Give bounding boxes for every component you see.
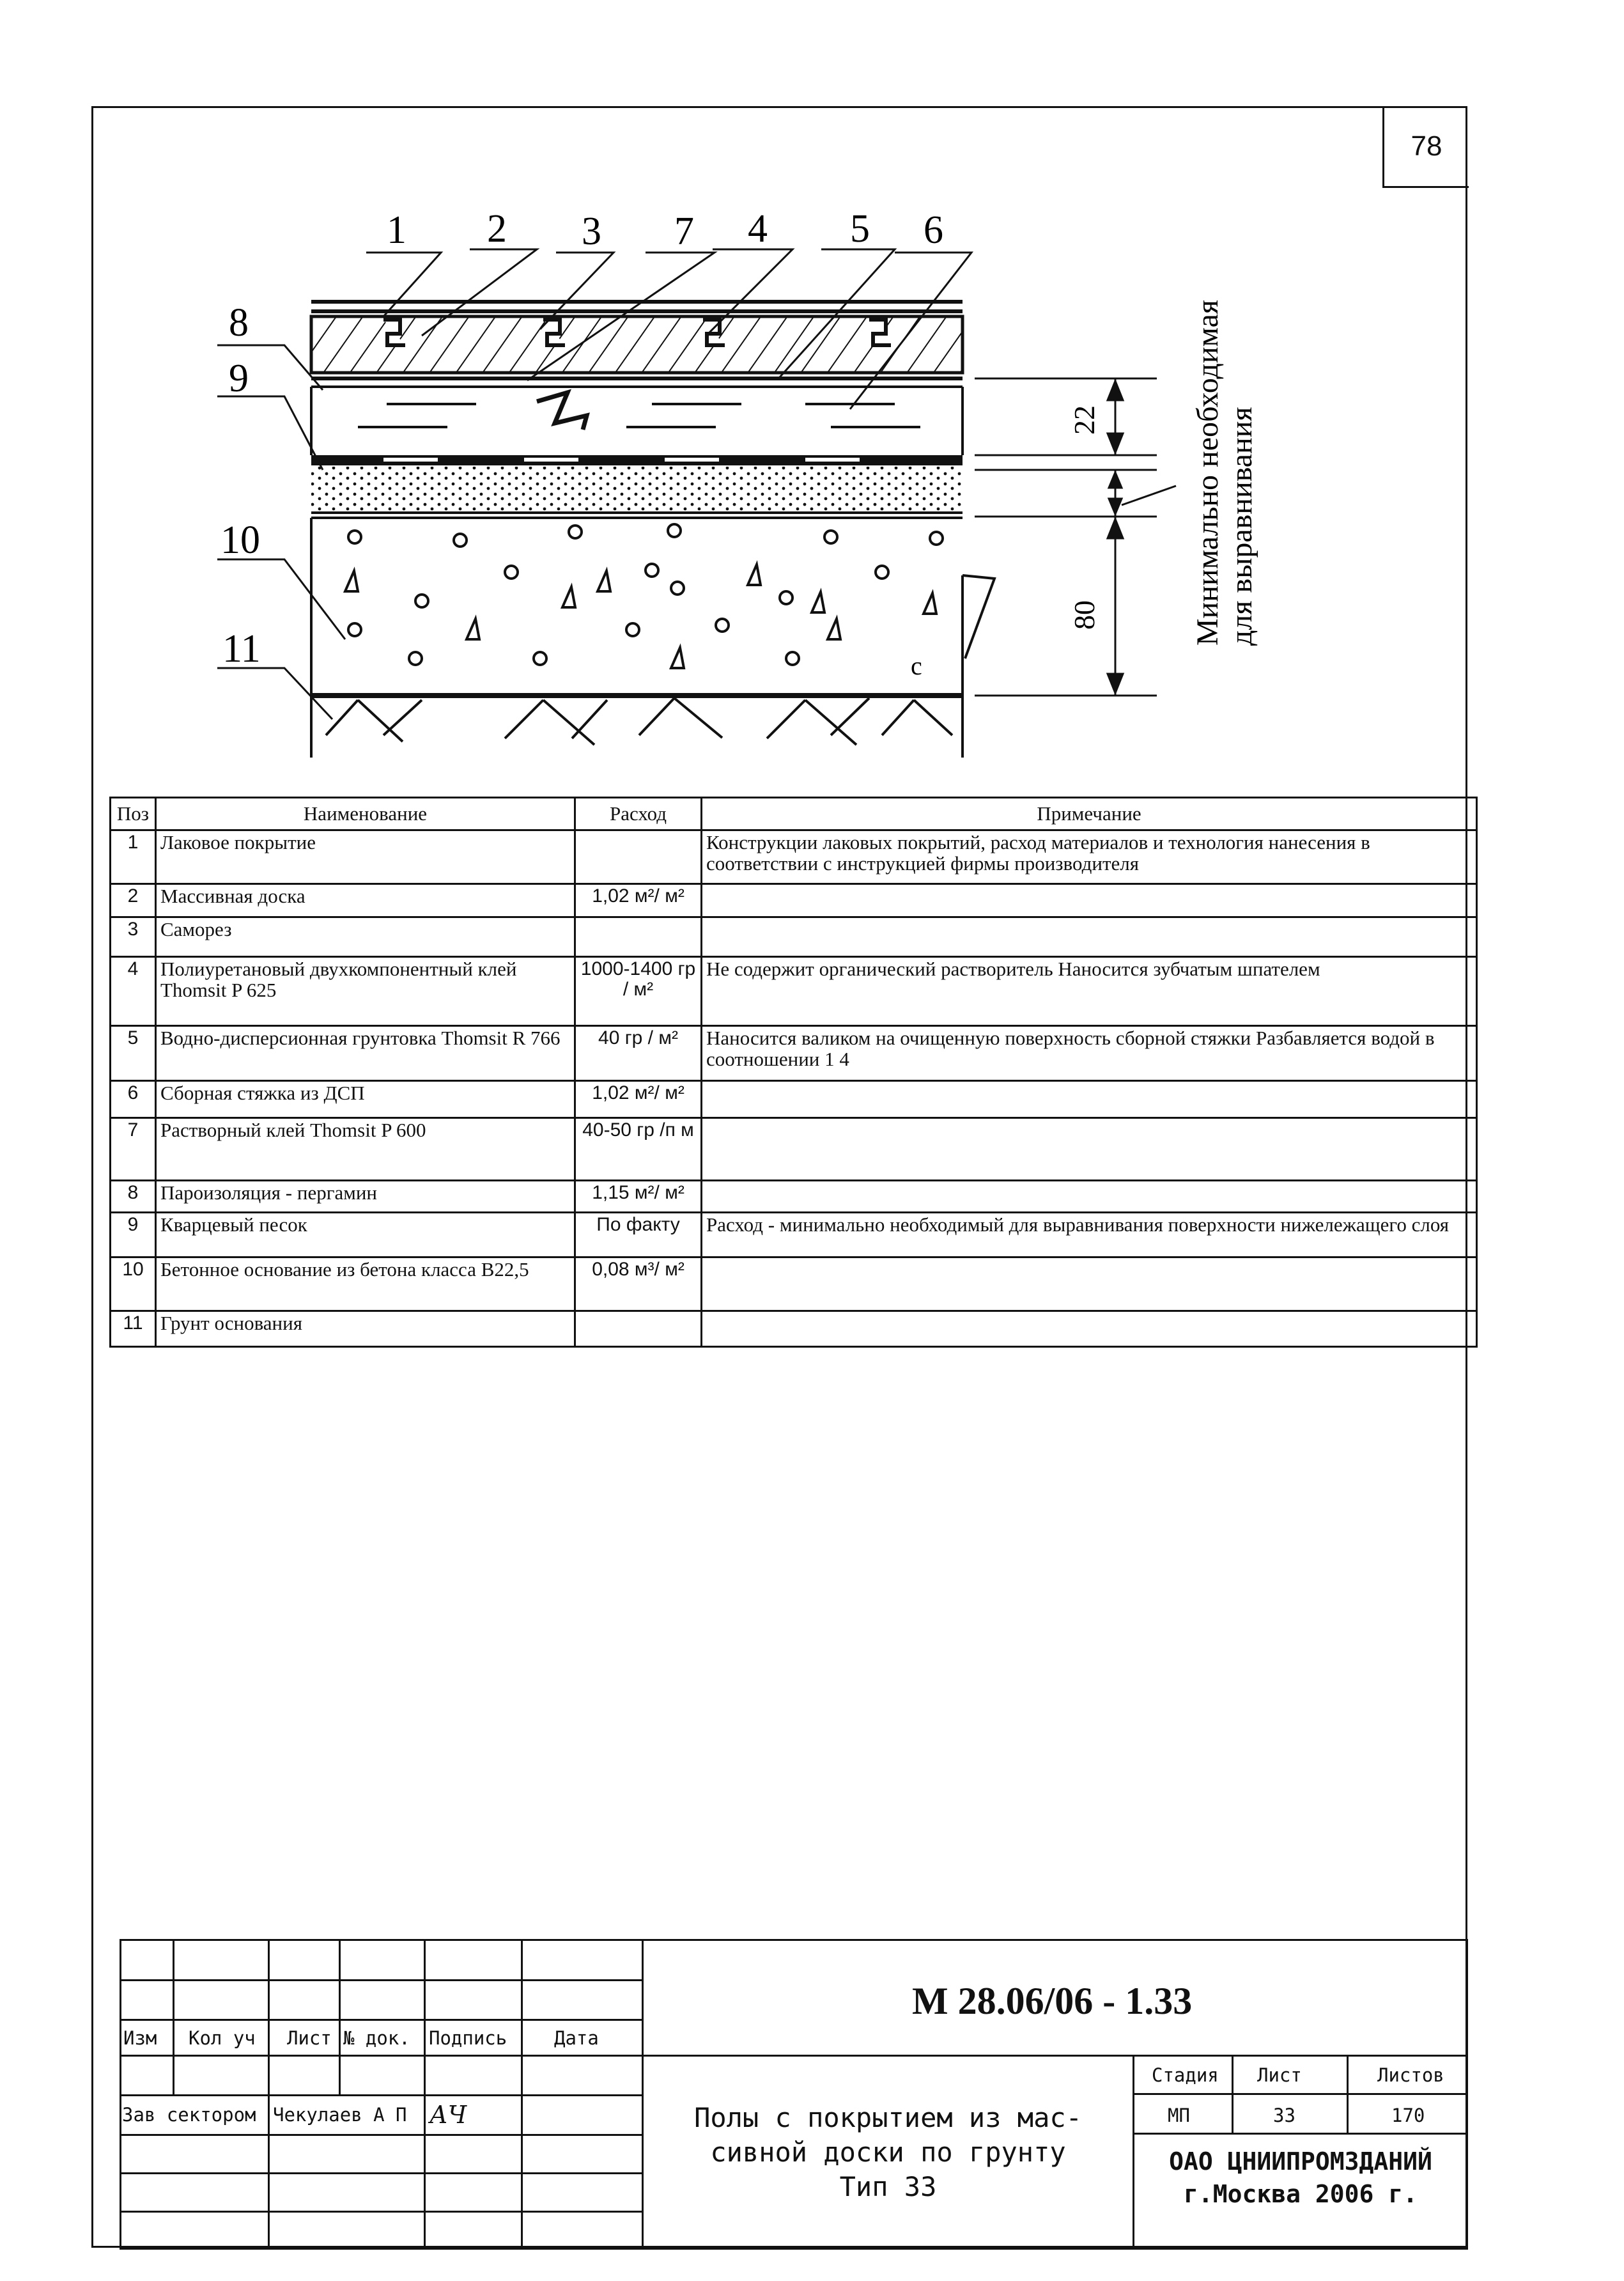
table-row: 1 Лаковое покрытие Конструкции лаковых покрытий, расход материалов и технология нанесения в соответствии с инструкцией фирмы производителя — [111, 830, 1477, 884]
soil-hatching — [311, 696, 963, 758]
table-row: 4 Полиуретановый двухкомпонентный клей Thomsit P 625 1000-1400 гр / м² Не содержит органический растворитель Наносится зубчатым шпателем — [111, 957, 1477, 1026]
table-row: 8 Пароизоляция - пергамин 1,15 м²/ м² — [111, 1181, 1477, 1213]
sheets-label: Листов — [1377, 2064, 1444, 2086]
header-consumption: Расход — [575, 798, 702, 830]
table-row: 9 Кварцевый песок По факту Расход - минимально необходимый для выравнивания поверхности нижележащего слоя — [111, 1213, 1477, 1257]
document-code: М 28.06/06 - 1.33 — [912, 1980, 1193, 2022]
dim-80: 80 — [1068, 600, 1101, 630]
signature: АЧ — [429, 2101, 467, 2129]
col-doc-no: № док. — [343, 2027, 410, 2049]
sheet-value: 33 — [1273, 2105, 1295, 2126]
table-row: 10 Бетонное основание из бетона класса B22,5 0,08 м³/ м² — [111, 1257, 1477, 1311]
header-pos: Поз — [111, 798, 156, 830]
drawing-title: Полы с покрытием из мас- сивной доски по грунту Тип 33 — [694, 2102, 1082, 2202]
sheet-number: 78 — [1382, 106, 1469, 188]
massive-board-layer — [311, 316, 963, 373]
table-row: 6 Сборная стяжка из ДСП 1,02 м²/ м² — [111, 1081, 1477, 1118]
table-row: 3 Саморез — [111, 917, 1477, 957]
organization: ОАО ЦНИИПРОМЗДАНИЙ г.Москва 2006 г. — [1169, 2147, 1432, 2209]
sheet-label: Лист — [1257, 2064, 1302, 2086]
dsp-dashes — [358, 404, 920, 427]
header-name: Наименование — [156, 798, 575, 830]
header-note: Примечание — [702, 798, 1477, 830]
sheets-value: 170 — [1391, 2105, 1425, 2126]
concrete-base-outline — [311, 518, 994, 696]
col-date: Дата — [554, 2027, 599, 2049]
floor-section-drawing — [0, 0, 1624, 793]
svg-text:9: 9 — [229, 357, 249, 400]
role-head-of-sector: Зав сектором — [122, 2104, 256, 2126]
concrete-aggregate — [345, 524, 943, 668]
col-izm: Изм — [123, 2027, 157, 2049]
person-name: Чекулаев А П — [273, 2104, 407, 2126]
svg-text:8: 8 — [229, 301, 249, 345]
col-list: Лист — [287, 2027, 332, 2049]
leveling-note-line1: Минимально необходимая — [1191, 300, 1225, 646]
svg-text:10: 10 — [220, 518, 260, 562]
svg-text:1: 1 — [387, 208, 406, 252]
table-row: 11 Грунт основания — [111, 1311, 1477, 1347]
screw-zigzag — [537, 393, 587, 430]
table-row: 5 Водно-дисперсионная грунтовка Thomsit R 766 40 гр / м² Наносится валиком на очищенную поверхность сборной стяжки Разбавляется водой в соотношении 1 4 — [111, 1026, 1477, 1081]
dim-22: 22 — [1068, 405, 1101, 435]
table-row: 7 Растворный клей Thomsit P 600 40-50 гр /п м — [111, 1118, 1477, 1181]
leveling-note-line2: для выравнивания — [1225, 407, 1258, 646]
title-block — [120, 1939, 1468, 2248]
svg-text:5: 5 — [850, 207, 870, 251]
table-header-row — [111, 798, 1477, 830]
svg-text:11: 11 — [222, 627, 261, 671]
callout-numbers — [220, 207, 943, 671]
svg-text:4: 4 — [748, 207, 768, 251]
svg-text:7: 7 — [674, 210, 694, 253]
svg-text:3: 3 — [582, 210, 601, 253]
concrete-letter-c: с — [911, 651, 922, 680]
col-kol-uch: Кол уч — [189, 2027, 256, 2049]
quartz-sand-layer — [311, 467, 963, 513]
stage-value: МП — [1168, 2105, 1190, 2126]
svg-text:2: 2 — [487, 207, 507, 251]
col-signature: Подпись — [429, 2027, 507, 2049]
svg-text:6: 6 — [924, 208, 943, 252]
table-row: 2 Массивная доска 1,02 м²/ м² — [111, 884, 1477, 917]
stage-label: Стадия — [1152, 2064, 1219, 2086]
specification-table — [109, 797, 1478, 1348]
